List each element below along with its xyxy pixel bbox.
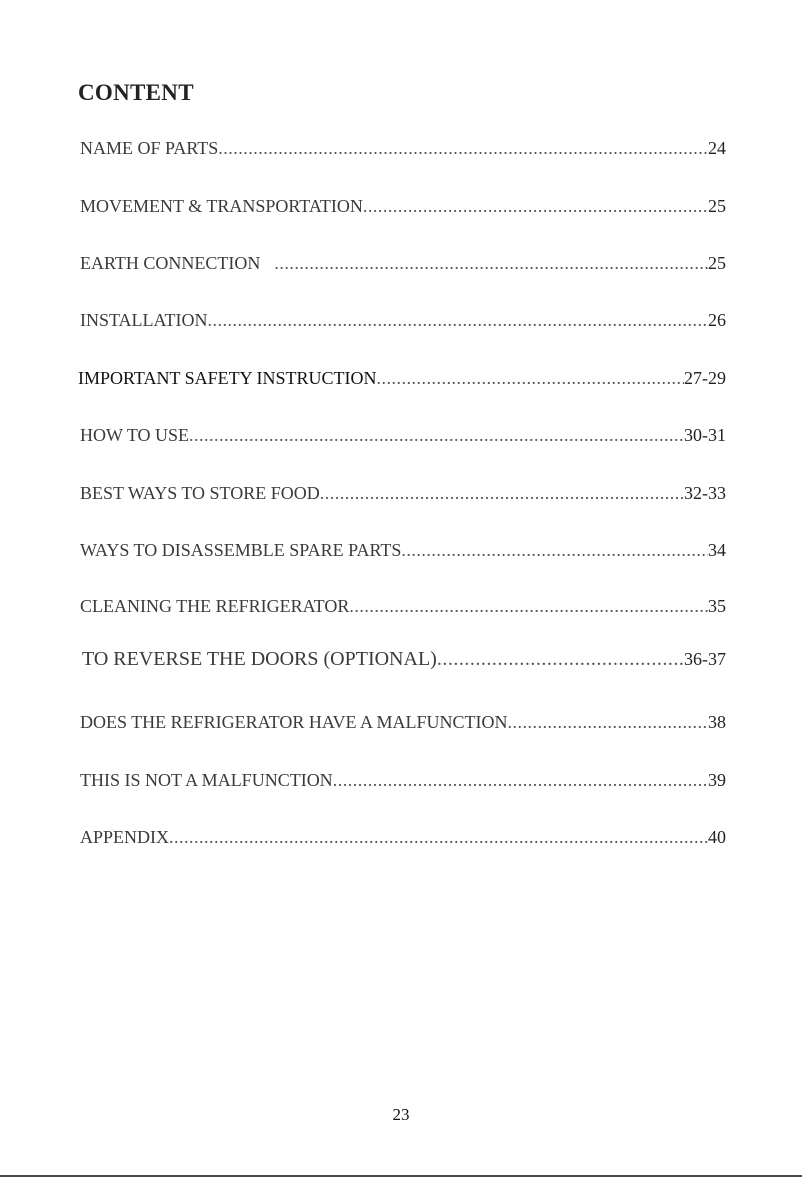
toc-entry-page: 40 — [708, 827, 726, 847]
toc-entry-label: THIS IS NOT A MALFUNCTION — [80, 770, 333, 790]
toc-entry — [80, 195, 726, 217]
toc-entry-label: NAME OF PARTS — [80, 138, 219, 158]
dot-leader — [437, 648, 684, 670]
dot-leader — [320, 482, 684, 504]
toc-entry — [80, 424, 726, 446]
dot-leader — [508, 711, 708, 733]
dot-leader — [377, 367, 685, 389]
toc-entry-page: 25 — [708, 196, 726, 216]
dot-leader — [189, 424, 684, 446]
dot-leader — [218, 137, 708, 159]
toc-entry-label: INSTALLATION — [80, 310, 208, 330]
toc-entry-page: 35 — [708, 596, 726, 616]
toc-entry-page: 36-37 — [684, 649, 726, 669]
dot-leader — [363, 195, 708, 217]
toc-entry — [80, 711, 726, 733]
page-title: CONTENT — [78, 80, 194, 105]
toc-entry-page: 26 — [708, 310, 726, 330]
toc-entry — [78, 367, 726, 389]
toc-entry-label: CLEANING THE REFRIGERATOR — [80, 596, 350, 616]
dot-leader — [349, 595, 708, 617]
toc-entry-page: 39 — [708, 770, 726, 790]
toc-entry — [80, 769, 726, 791]
toc-entry-page: 34 — [708, 540, 726, 560]
toc-entry-label: WAYS TO DISASSEMBLE SPARE PARTS — [80, 540, 402, 560]
toc-entry — [80, 309, 726, 331]
toc-entry-page: 25 — [708, 253, 726, 273]
toc-entry — [80, 482, 726, 504]
dot-leader — [333, 769, 708, 791]
toc-entry-label: BEST WAYS TO STORE FOOD — [80, 483, 320, 503]
toc-entry — [80, 826, 726, 848]
dot-leader — [401, 539, 708, 561]
dot-leader — [169, 826, 708, 848]
toc-entry — [80, 595, 726, 617]
toc-entry-label: TO REVERSE THE DOORS (OPTIONAL) — [82, 648, 437, 670]
toc-entry-page: 24 — [708, 138, 726, 158]
toc-entry — [80, 252, 726, 274]
toc-entry — [80, 539, 726, 561]
toc-entry-page: 30-31 — [684, 425, 726, 445]
toc-entry-label: IMPORTANT SAFETY INSTRUCTION — [78, 368, 377, 388]
toc-entry — [82, 648, 726, 670]
toc-entry-page: 38 — [708, 712, 726, 732]
dot-leader — [274, 252, 708, 274]
toc-entry-label: HOW TO USE — [80, 425, 190, 445]
toc-entry-label: APPENDIX — [80, 827, 170, 847]
dot-leader — [208, 309, 708, 331]
page-number: 23 — [392, 1105, 410, 1124]
toc-entry-label: DOES THE REFRIGERATOR HAVE A MALFUNCTION — [80, 712, 508, 732]
toc-entry — [80, 137, 726, 159]
toc-entry-page: 27-29 — [684, 368, 726, 388]
toc-entry-label: EARTH CONNECTION — [80, 253, 261, 273]
toc-entry-page: 32-33 — [684, 483, 726, 503]
toc-entry-label: MOVEMENT & TRANSPORTATION — [80, 196, 363, 216]
